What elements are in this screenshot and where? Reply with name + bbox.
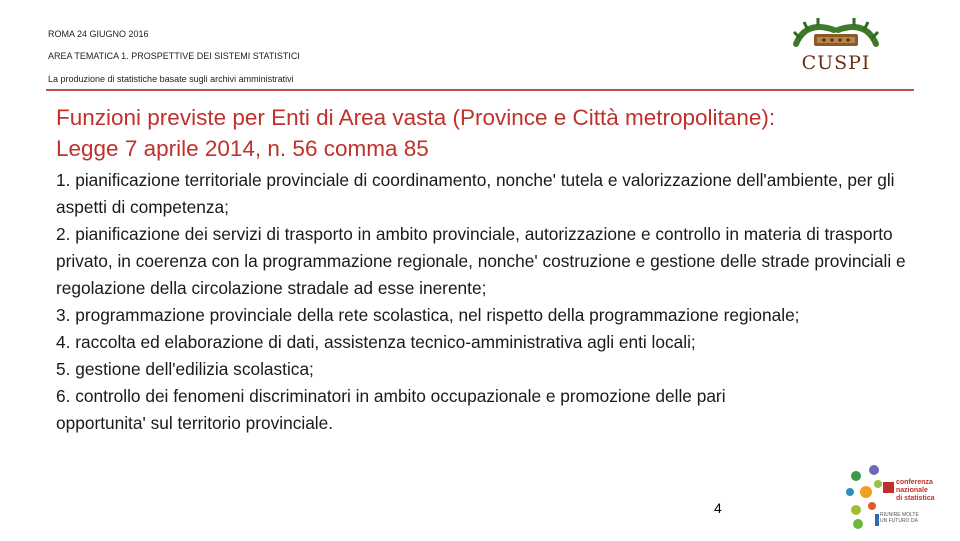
list-item: 6. controllo dei fenomeni discriminatori in ambito occupazionale e promozione delle pari opportunita' sul territorio provinciale. (56, 386, 726, 433)
list-item: 3. programmazione provinciale della rete scolastica, nel rispetto della programmazione regionale; (56, 305, 800, 325)
functions-list (56, 167, 916, 437)
header-divider (46, 89, 914, 91)
list-item: 1. pianificazione territoriale provinciale di coordinamento, nonche' tutela e valorizzazione dell'ambiente, per gli aspetti di competenza; (56, 170, 895, 217)
conference-circles-icon (842, 462, 902, 536)
slide-title (56, 102, 916, 164)
list-item: 2. pianificazione dei servizi di trasporto in ambito provinciale, autorizzazione e controllo in materia di trasporto privato, in coerenza con la programmazione regionale, nonche' costruzione e gestione delle strade provinciali e regolazione della circolazione stradale ad esse inerente; (56, 224, 906, 298)
list-item: 4. raccolta ed elaborazione di dati, assistenza tecnico-amministrativa agli enti locali; (56, 332, 696, 352)
cuspi-logo (786, 14, 886, 78)
header-date: ROMA 24 GIUGNO 2016 (48, 29, 149, 39)
conference-subtitle: RIUNIRE MOLTE UN FUTURO DA (880, 512, 919, 524)
logo-text: CUSPI (801, 52, 871, 74)
title-line-1: Funzioni previste per Enti di Area vasta (Province e Città metropolitane): (56, 105, 776, 130)
header-subtitle: La produzione di statistiche basate sugli archivi amministrativi (48, 74, 294, 84)
header-area: AREA TEMATICA 1. PROSPETTIVE DEI SISTEMI STATISTICI (48, 51, 300, 61)
conference-logo (842, 462, 958, 536)
title-line-2: Legge 7 aprile 2014, n. 56 comma 85 (56, 136, 429, 161)
conference-name: conferenza nazionale di statistica (896, 479, 935, 502)
page-number: 4 (714, 500, 722, 516)
list-item: 5. gestione dell'edilizia scolastica; (56, 359, 314, 379)
